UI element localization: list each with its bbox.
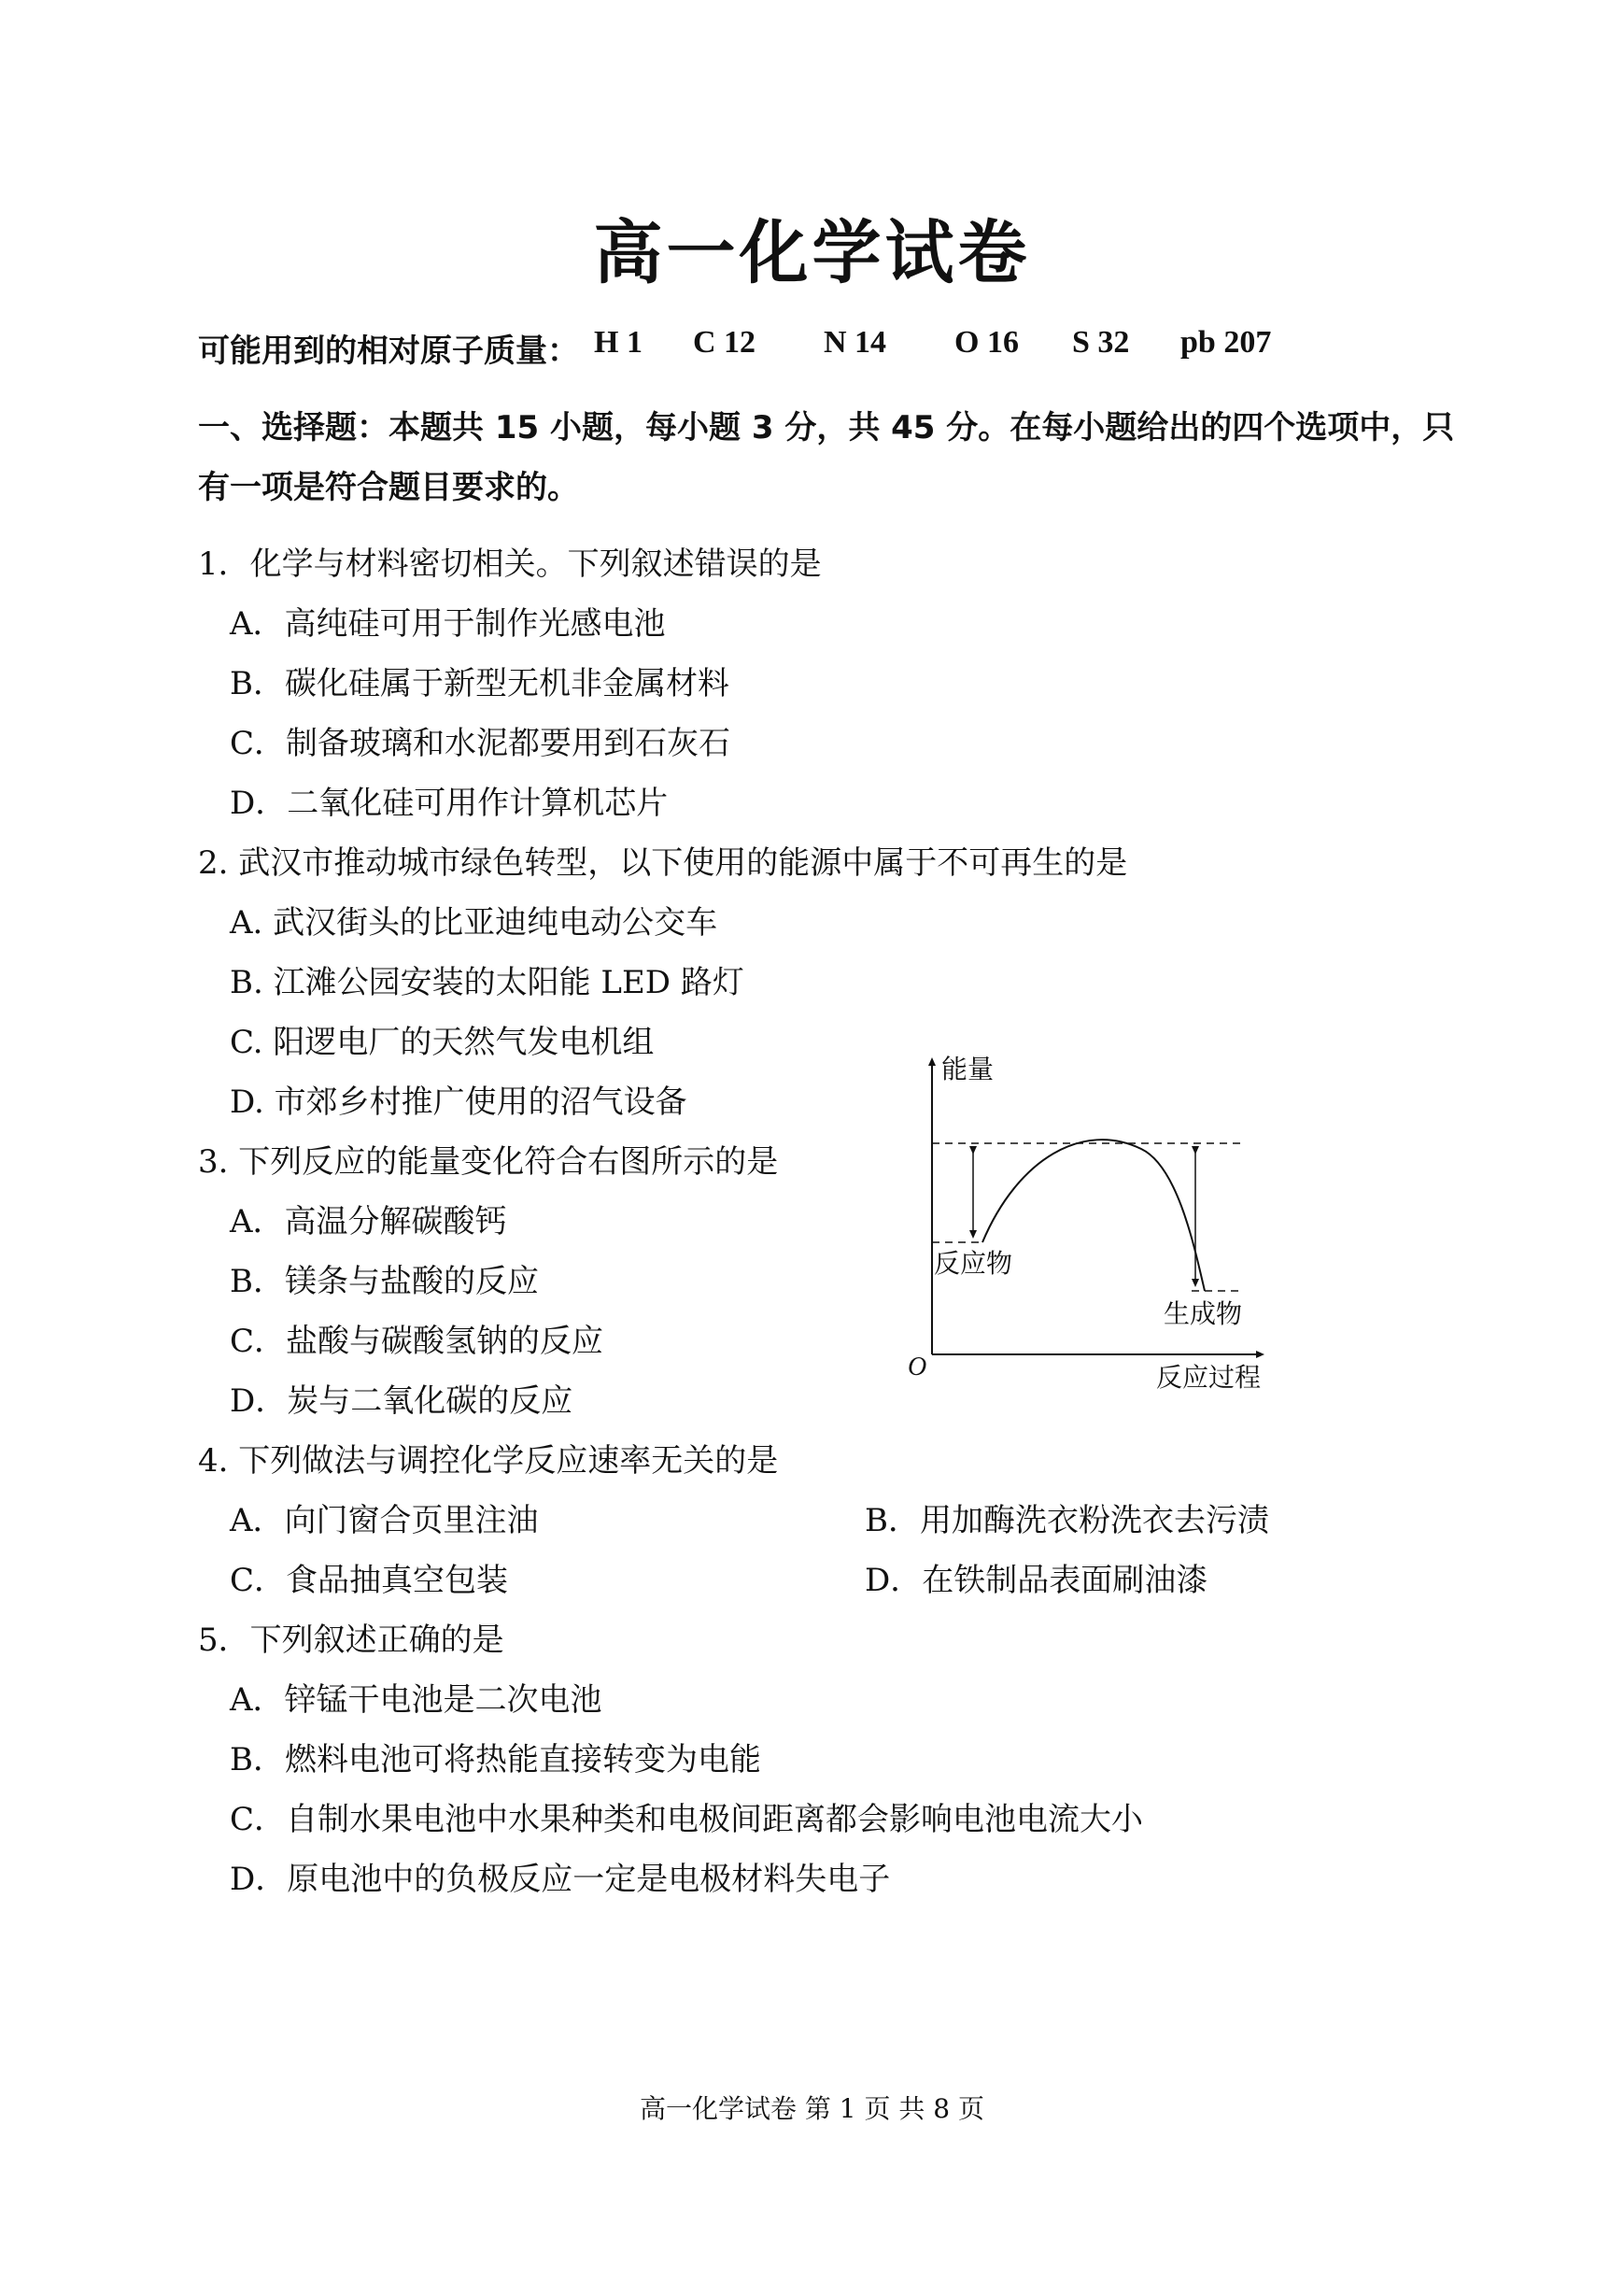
atomic-masses	[198, 325, 1412, 370]
x-axis-label: 反应过程	[1156, 1362, 1262, 1393]
page-title: 高一化学试卷	[593, 213, 1031, 293]
mass-pb: pb 207	[1180, 325, 1272, 360]
question-4-option-a: A．向门窗合页里注油	[230, 1502, 539, 1539]
mass-s: S 32	[1072, 325, 1130, 360]
section-heading-line1: 一、选择题：本题共 15 小题，每小题 3 分，共 45 分。在每小题给出的四个选项中，只	[198, 409, 1455, 446]
section-heading-line2: 有一项是符合题目要求的。	[198, 469, 579, 506]
atomic-masses-label: 可能用到的相对原子质量：	[198, 333, 579, 370]
question-2-option-c: C. 阳逻电厂的天然气发电机组	[230, 1024, 655, 1061]
question-5-option-c: C．自制水果电池中水果种类和电极间距离都会影响电池电流大小	[230, 1801, 1144, 1838]
question-1-option-d: D．二氧化硅可用作计算机芯片	[230, 785, 669, 822]
question-3-option-b: B．镁条与盐酸的反应	[230, 1263, 539, 1300]
question-3-option-a: A．高温分解碳酸钙	[230, 1203, 507, 1240]
mass-h: H 1	[594, 325, 643, 360]
page-footer: 高一化学试卷 第 1 页 共 8 页	[639, 2093, 985, 2124]
mass-o: O 16	[954, 325, 1019, 360]
question-2-option-b: B. 江滩公园安装的太阳能 LED 路灯	[230, 964, 744, 1001]
question-4-option-d: D．在铁制品表面刷油漆	[865, 1562, 1208, 1599]
question-3-option-d: D．炭与二氧化碳的反应	[230, 1382, 573, 1420]
question-3-option-c: C．盐酸与碳酸氢钠的反应	[230, 1323, 604, 1360]
question-2-stem: 2. 武汉市推动城市绿色转型，以下使用的能源中属于不可再生的是	[198, 844, 1128, 882]
question-3-stem: 3. 下列反应的能量变化符合右图所示的是	[198, 1143, 779, 1181]
reactant-label: 反应物	[934, 1248, 1013, 1279]
question-1-stem: 1．化学与材料密切相关。下列叙述错误的是	[198, 545, 822, 583]
question-4-option-c: C．食品抽真空包装	[230, 1562, 509, 1599]
product-label: 生成物	[1164, 1298, 1243, 1329]
question-1-option-c: C．制备玻璃和水泥都要用到石灰石	[230, 725, 731, 762]
question-5-stem: 5．下列叙述正确的是	[198, 1622, 504, 1659]
question-4-option-b: B．用加酶洗衣粉洗衣去污渍	[865, 1502, 1269, 1539]
question-2-option-d: D. 市郊乡村推广使用的沼气设备	[230, 1084, 687, 1121]
question-5-option-d: D．原电池中的负极反应一定是电极材料失电子	[230, 1861, 891, 1898]
energy-curve	[982, 1140, 1205, 1291]
question-5-option-a: A．锌锰干电池是二次电池	[230, 1681, 602, 1719]
question-1-option-a: A．高纯硅可用于制作光感电池	[230, 605, 666, 643]
y-axis-label: 能量	[941, 1054, 995, 1084]
origin-label: O	[908, 1353, 927, 1381]
question-4-stem: 4. 下列做法与调控化学反应速率无关的是	[198, 1442, 779, 1480]
mass-c: C 12	[693, 325, 756, 360]
mass-n: N 14	[824, 325, 887, 360]
question-1-option-b: B．碳化硅属于新型无机非金属材料	[230, 665, 729, 702]
question-2-option-a: A. 武汉街头的比亚迪纯电动公交车	[230, 904, 718, 942]
energy-diagram	[897, 1046, 1289, 1410]
question-5-option-b: B．燃料电池可将热能直接转变为电能	[230, 1741, 761, 1778]
